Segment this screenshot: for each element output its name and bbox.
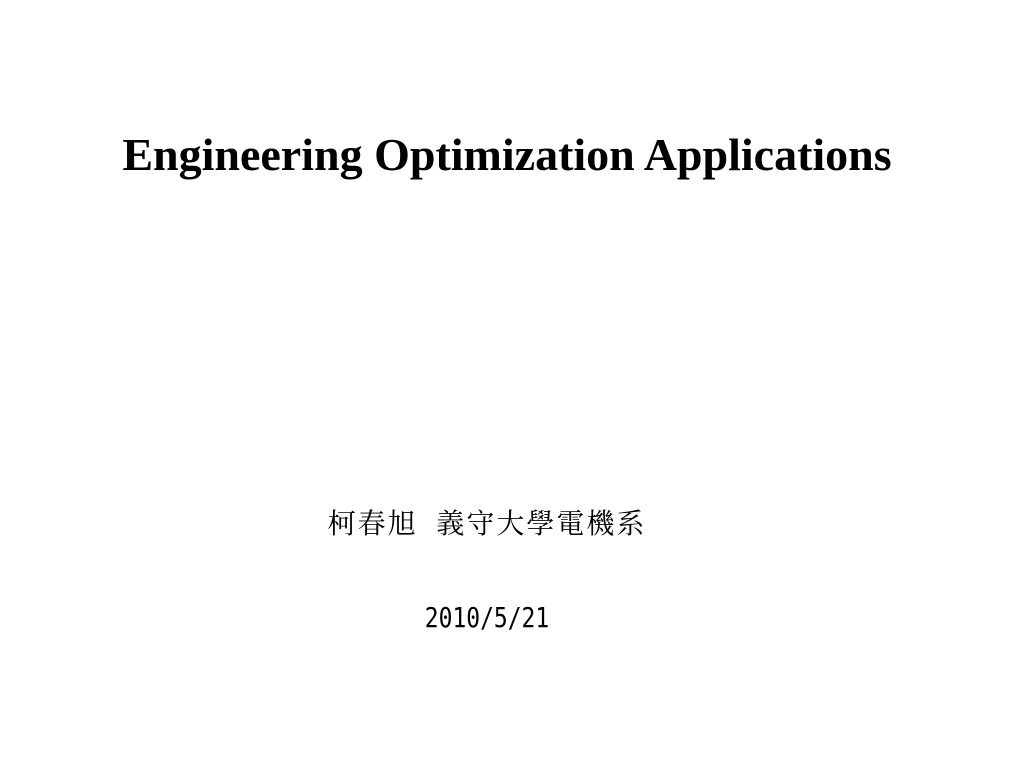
author-affiliation: 柯春旭 義守大學電機系	[327, 507, 647, 540]
presentation-date: 2010/5/21	[424, 601, 550, 634]
slide-title: Engineering Optimization Applications	[122, 129, 892, 180]
